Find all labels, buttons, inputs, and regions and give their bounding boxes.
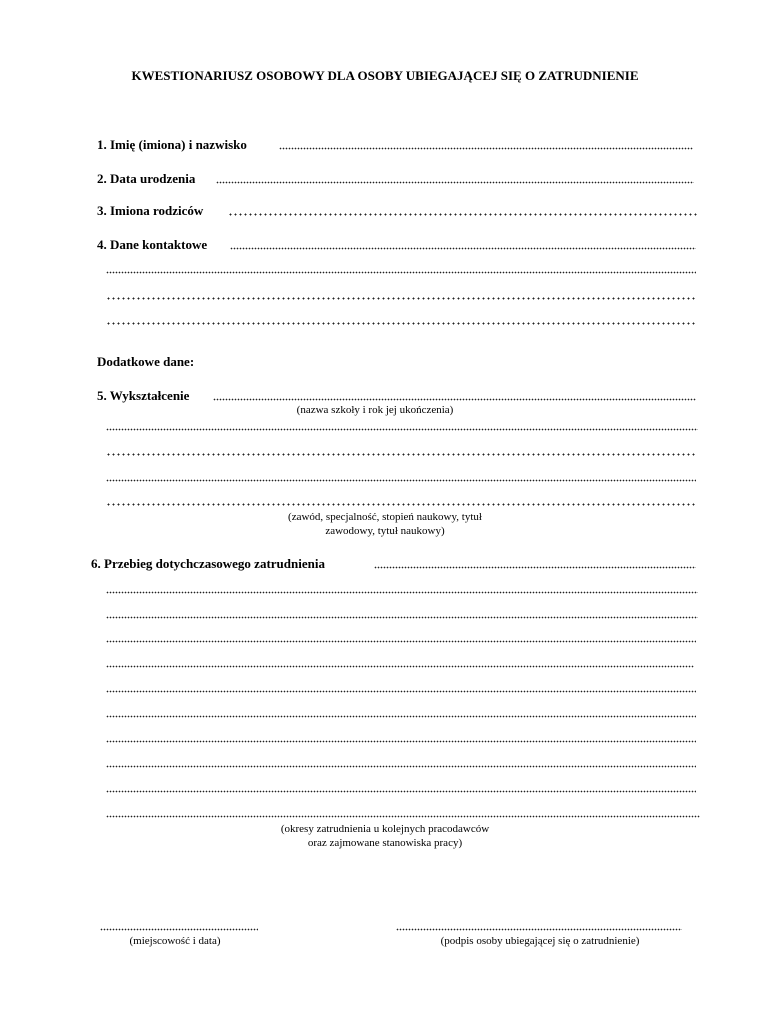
education-hint: (nazwa szkoły i rok jej ukończenia) bbox=[296, 404, 454, 416]
field-parents-label: 3. Imiona rodziców bbox=[97, 203, 204, 218]
place-date-line[interactable] bbox=[100, 928, 258, 931]
field-employment-line-11[interactable] bbox=[106, 815, 700, 818]
field-employment-label: 6. Przebieg dotychczasowego zatrudnienia bbox=[91, 556, 325, 571]
field-employment-line-6[interactable] bbox=[106, 690, 696, 693]
field-employment-line-2[interactable] bbox=[106, 591, 698, 594]
field-contact-label: 4. Dane kontaktowe bbox=[97, 237, 208, 252]
field-parents-line[interactable] bbox=[228, 213, 697, 216]
field-contact-line-2[interactable] bbox=[106, 271, 696, 274]
field-education-line-5[interactable] bbox=[106, 503, 696, 506]
field-education-line[interactable] bbox=[213, 398, 696, 401]
signature-caption: (podpis osoby ubiegającej się o zatrudnienie) bbox=[440, 935, 640, 947]
field-employment-line-5[interactable] bbox=[106, 665, 694, 668]
field-education-line-2[interactable] bbox=[106, 428, 698, 431]
document-title: KWESTIONARIUSZ OSOBOWY DLA OSOBY UBIEGAJĄCEJ SIĘ O ZATRUDNIENIE bbox=[131, 68, 639, 83]
field-birthdate-line[interactable] bbox=[216, 181, 694, 184]
education-hint-2-line1: (zawód, specjalność, stopień naukowy, tytuł bbox=[288, 511, 482, 523]
field-name-line[interactable] bbox=[279, 147, 693, 150]
field-education-line-3[interactable] bbox=[106, 453, 696, 456]
field-employment-line[interactable] bbox=[374, 566, 696, 569]
field-employment-line-10[interactable] bbox=[106, 790, 696, 793]
place-date-caption: (miejscowość i data) bbox=[129, 935, 221, 947]
education-hint-2-line2: zawodowy, tytuł naukowy) bbox=[325, 525, 445, 537]
field-education-label: 5. Wykształcenie bbox=[97, 388, 190, 403]
field-employment-line-8[interactable] bbox=[106, 740, 696, 743]
field-birthdate-label: 2. Data urodzenia bbox=[97, 171, 196, 186]
field-employment-line-3[interactable] bbox=[106, 616, 698, 619]
field-contact-line-3[interactable] bbox=[106, 297, 696, 300]
field-education-line-4[interactable] bbox=[106, 479, 696, 482]
field-employment-line-9[interactable] bbox=[106, 765, 696, 768]
field-name-label: 1. Imię (imiona) i nazwisko bbox=[97, 137, 247, 152]
signature-line[interactable] bbox=[396, 928, 682, 931]
field-employment-line-7[interactable] bbox=[106, 715, 696, 718]
field-contact-line-4[interactable] bbox=[106, 322, 696, 325]
field-contact-line[interactable] bbox=[230, 247, 696, 250]
employment-hint-line2: oraz zajmowane stanowiska pracy) bbox=[307, 837, 463, 849]
employment-hint-line1: (okresy zatrudnienia u kolejnych pracodawców bbox=[280, 823, 490, 835]
field-employment-line-4[interactable] bbox=[106, 640, 696, 643]
additional-data-heading: Dodatkowe dane: bbox=[97, 354, 195, 369]
